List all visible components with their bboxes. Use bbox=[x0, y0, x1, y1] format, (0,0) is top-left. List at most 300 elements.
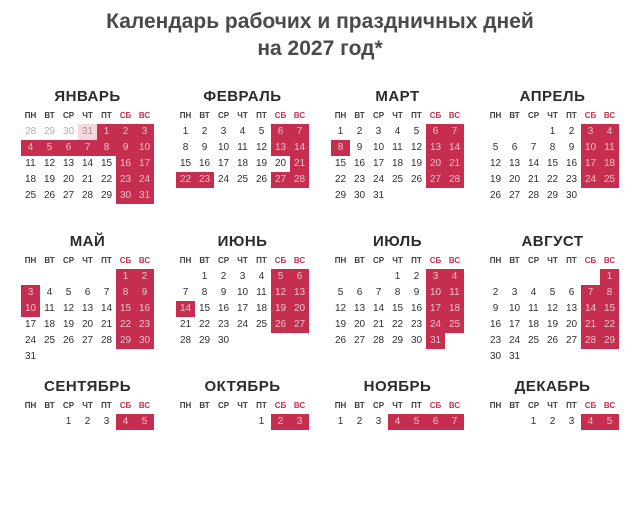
day-cell: 10 bbox=[508, 302, 521, 314]
day-cell: 6 bbox=[271, 124, 290, 140]
weekday-label: СБ bbox=[119, 400, 132, 410]
day-cell: 28 bbox=[179, 334, 192, 346]
month-days bbox=[21, 124, 154, 204]
weekday-label: ПН bbox=[179, 110, 192, 120]
day-cell bbox=[581, 349, 600, 365]
day-cell: 29 bbox=[198, 334, 211, 346]
day-cell: 2 bbox=[492, 286, 499, 298]
month-days bbox=[21, 269, 154, 365]
day-cell: 17 bbox=[236, 302, 249, 314]
weekday-label: ВС bbox=[138, 255, 151, 265]
day-cell: 6 bbox=[426, 414, 445, 430]
day-cell: 13 bbox=[81, 302, 94, 314]
weekday-label: ПН bbox=[24, 255, 37, 265]
day-cell: 25 bbox=[24, 189, 37, 201]
day-cell: 9 bbox=[201, 141, 208, 153]
weekday-label: ВТ bbox=[199, 110, 210, 120]
day-cell: 22 bbox=[100, 173, 113, 185]
day-cell: 18 bbox=[236, 157, 249, 169]
day-cell bbox=[21, 269, 40, 285]
day-cell: 10 bbox=[217, 141, 230, 153]
day-cell bbox=[505, 124, 524, 140]
day-cell: 31 bbox=[135, 188, 154, 204]
title-line-1: Календарь рабочих и праздничных дней bbox=[106, 10, 534, 33]
day-cell: 20 bbox=[81, 318, 94, 330]
weekday-label: ПТ bbox=[256, 110, 267, 120]
month-days bbox=[331, 414, 464, 430]
weekday-label: ВТ bbox=[509, 400, 520, 410]
weekday-header-row bbox=[176, 110, 309, 122]
day-cell: 13 bbox=[290, 285, 309, 301]
weekday-label: ВТ bbox=[44, 255, 55, 265]
weekday-label: СР bbox=[217, 400, 230, 410]
day-cell: 14 bbox=[176, 301, 195, 317]
day-cell: 11 bbox=[256, 286, 267, 298]
day-cell: 25 bbox=[236, 173, 249, 185]
weekday-label: СР bbox=[62, 400, 75, 410]
day-cell: 22 bbox=[176, 172, 195, 188]
weekday-label: ЧТ bbox=[237, 400, 248, 410]
weekday-label: ЧТ bbox=[237, 110, 248, 120]
weekday-label: СР bbox=[62, 110, 75, 120]
day-cell: 21 bbox=[100, 318, 113, 330]
day-cell bbox=[543, 349, 562, 365]
day-cell: 26 bbox=[62, 334, 75, 346]
weekday-label: ПН bbox=[489, 400, 502, 410]
day-cell: 5 bbox=[65, 286, 72, 298]
weekday-label: СБ bbox=[429, 255, 442, 265]
day-cell: 27 bbox=[271, 172, 290, 188]
day-cell: 3 bbox=[375, 125, 382, 137]
month-title: ЯНВАРЬ bbox=[54, 87, 121, 105]
day-cell: 14 bbox=[290, 140, 309, 156]
day-cell: 13 bbox=[353, 302, 366, 314]
month-title: АВГУСТ bbox=[521, 232, 584, 250]
day-cell: 1 bbox=[337, 415, 344, 427]
day-cell bbox=[214, 414, 233, 430]
day-cell: 3 bbox=[568, 415, 575, 427]
weekday-label: ЧТ bbox=[82, 255, 93, 265]
weekday-label: ВТ bbox=[199, 255, 210, 265]
day-cell bbox=[176, 414, 195, 430]
day-cell: 16 bbox=[489, 318, 502, 330]
day-cell: 25 bbox=[600, 172, 619, 188]
weekday-label: ПТ bbox=[101, 400, 112, 410]
day-cell: 20 bbox=[508, 173, 521, 185]
day-cell: 16 bbox=[565, 157, 578, 169]
day-cell: 8 bbox=[182, 141, 189, 153]
day-cell: 1 bbox=[65, 415, 72, 427]
day-cell: 29 bbox=[334, 189, 347, 201]
weekday-label: ЧТ bbox=[392, 400, 403, 410]
day-cell: 2 bbox=[135, 269, 154, 285]
day-cell: 31 bbox=[426, 333, 445, 349]
day-cell: 21 bbox=[290, 156, 309, 172]
day-cell: 1 bbox=[530, 415, 537, 427]
day-cell bbox=[426, 188, 445, 204]
weekday-label: ЧТ bbox=[82, 110, 93, 120]
day-cell: 6 bbox=[356, 286, 363, 298]
day-cell: 22 bbox=[391, 318, 404, 330]
day-cell: 15 bbox=[600, 301, 619, 317]
day-cell: 5 bbox=[407, 414, 426, 430]
day-cell: 3 bbox=[239, 270, 246, 282]
day-cell: 1 bbox=[337, 125, 344, 137]
day-cell: 24 bbox=[581, 172, 600, 188]
day-cell: 21 bbox=[527, 173, 540, 185]
day-cell: 6 bbox=[290, 269, 309, 285]
day-cell: 11 bbox=[600, 140, 619, 156]
day-cell: 26 bbox=[255, 173, 268, 185]
day-cell: 23 bbox=[489, 334, 502, 346]
day-cell: 7 bbox=[445, 414, 464, 430]
day-cell: 6 bbox=[568, 286, 575, 298]
day-cell: 31 bbox=[372, 189, 385, 201]
weekday-label: ПТ bbox=[101, 255, 112, 265]
day-cell: 9 bbox=[135, 285, 154, 301]
weekday-label: ВС bbox=[138, 110, 151, 120]
day-cell: 3 bbox=[511, 286, 518, 298]
day-cell: 10 bbox=[372, 141, 385, 153]
month-june bbox=[176, 232, 309, 377]
month-days bbox=[176, 124, 309, 188]
day-cell: 30 bbox=[62, 125, 75, 137]
day-cell bbox=[233, 333, 252, 349]
weekday-header-row bbox=[486, 400, 619, 412]
weekday-label: СБ bbox=[584, 110, 597, 120]
weekday-label: ПТ bbox=[411, 400, 422, 410]
day-cell: 29 bbox=[43, 125, 56, 137]
day-cell: 25 bbox=[391, 173, 404, 185]
day-cell bbox=[97, 349, 116, 365]
weekday-header-row bbox=[486, 110, 619, 122]
day-cell: 7 bbox=[530, 141, 537, 153]
weekday-label: ЧТ bbox=[547, 255, 558, 265]
day-cell: 20 bbox=[565, 318, 578, 330]
weekday-header-row bbox=[331, 110, 464, 122]
day-cell bbox=[407, 188, 426, 204]
day-cell: 5 bbox=[40, 140, 59, 156]
weekday-header-row bbox=[21, 110, 154, 122]
day-cell: 25 bbox=[445, 317, 464, 333]
weekday-label: ВС bbox=[448, 110, 461, 120]
day-cell bbox=[581, 188, 600, 204]
day-cell: 7 bbox=[182, 286, 189, 298]
page-title bbox=[0, 0, 640, 63]
day-cell: 16 bbox=[410, 302, 423, 314]
day-cell: 2 bbox=[201, 125, 208, 137]
day-cell: 29 bbox=[116, 333, 135, 349]
day-cell bbox=[195, 414, 214, 430]
day-cell: 23 bbox=[217, 318, 230, 330]
day-cell: 9 bbox=[568, 141, 575, 153]
day-cell: 1 bbox=[600, 269, 619, 285]
day-cell bbox=[388, 188, 407, 204]
day-cell: 16 bbox=[116, 156, 135, 172]
weekday-label: ВТ bbox=[199, 400, 210, 410]
day-cell: 1 bbox=[549, 125, 556, 137]
day-cell: 10 bbox=[135, 140, 154, 156]
weekday-label: СР bbox=[527, 255, 540, 265]
day-cell: 3 bbox=[375, 415, 382, 427]
day-cell: 21 bbox=[445, 156, 464, 172]
day-cell: 19 bbox=[43, 173, 56, 185]
day-cell: 17 bbox=[426, 301, 445, 317]
weekday-label: СБ bbox=[274, 110, 287, 120]
day-cell: 6 bbox=[59, 140, 78, 156]
day-cell: 25 bbox=[43, 334, 56, 346]
weekday-label: ВТ bbox=[354, 255, 365, 265]
month-february bbox=[176, 87, 309, 232]
day-cell: 5 bbox=[549, 286, 556, 298]
day-cell: 23 bbox=[195, 172, 214, 188]
day-cell: 28 bbox=[24, 125, 37, 137]
day-cell: 31 bbox=[24, 350, 37, 362]
weekday-label: СБ bbox=[429, 400, 442, 410]
day-cell: 19 bbox=[334, 318, 347, 330]
day-cell bbox=[331, 269, 350, 285]
day-cell: 22 bbox=[116, 317, 135, 333]
day-cell: 4 bbox=[581, 414, 600, 430]
day-cell bbox=[505, 414, 524, 430]
weekday-label: ПН bbox=[334, 110, 347, 120]
day-cell: 22 bbox=[334, 173, 347, 185]
day-cell: 4 bbox=[445, 269, 464, 285]
weekday-label: ПН bbox=[489, 255, 502, 265]
day-cell bbox=[562, 269, 581, 285]
day-cell: 18 bbox=[255, 302, 268, 314]
day-cell: 28 bbox=[445, 172, 464, 188]
day-cell: 8 bbox=[97, 140, 116, 156]
day-cell: 12 bbox=[271, 285, 290, 301]
day-cell bbox=[40, 269, 59, 285]
weekday-label: ВС bbox=[448, 255, 461, 265]
weekday-label: ВС bbox=[293, 400, 306, 410]
weekday-label: ПТ bbox=[411, 110, 422, 120]
weekday-label: ПТ bbox=[256, 400, 267, 410]
day-cell: 4 bbox=[46, 286, 53, 298]
day-cell: 1 bbox=[97, 124, 116, 140]
day-cell: 19 bbox=[271, 301, 290, 317]
month-title: АПРЕЛЬ bbox=[519, 87, 586, 105]
weekday-label: СБ bbox=[274, 400, 287, 410]
day-cell: 7 bbox=[375, 286, 382, 298]
weekday-header-row bbox=[331, 255, 464, 267]
weekday-label: ПН bbox=[24, 400, 37, 410]
month-november bbox=[331, 377, 464, 522]
day-cell: 6 bbox=[426, 124, 445, 140]
month-days bbox=[176, 414, 309, 430]
weekday-header-row bbox=[21, 255, 154, 267]
day-cell: 28 bbox=[372, 334, 385, 346]
day-cell: 27 bbox=[353, 334, 366, 346]
day-cell: 20 bbox=[62, 173, 75, 185]
weekday-label: ПТ bbox=[566, 110, 577, 120]
day-cell: 27 bbox=[565, 334, 578, 346]
day-cell: 13 bbox=[508, 157, 521, 169]
day-cell bbox=[562, 349, 581, 365]
day-cell: 26 bbox=[546, 334, 559, 346]
day-cell: 3 bbox=[290, 414, 309, 430]
day-cell: 4 bbox=[394, 125, 401, 137]
day-cell: 7 bbox=[103, 286, 110, 298]
weekday-label: СР bbox=[372, 110, 385, 120]
day-cell: 28 bbox=[81, 189, 94, 201]
day-cell: 18 bbox=[527, 318, 540, 330]
day-cell: 12 bbox=[489, 157, 502, 169]
day-cell bbox=[176, 269, 195, 285]
month-title: ОКТЯБРЬ bbox=[204, 377, 281, 395]
weekday-label: ЧТ bbox=[237, 255, 248, 265]
month-days bbox=[331, 124, 464, 204]
day-cell: 4 bbox=[239, 125, 246, 137]
day-cell bbox=[524, 349, 543, 365]
day-cell: 24 bbox=[236, 318, 249, 330]
day-cell: 6 bbox=[84, 286, 91, 298]
day-cell: 26 bbox=[410, 173, 423, 185]
day-cell: 1 bbox=[201, 270, 208, 282]
day-cell: 8 bbox=[549, 141, 556, 153]
month-title: МАРТ bbox=[375, 87, 420, 105]
day-cell: 18 bbox=[600, 156, 619, 172]
day-cell: 15 bbox=[391, 302, 404, 314]
day-cell: 12 bbox=[43, 157, 56, 169]
day-cell: 19 bbox=[410, 157, 423, 169]
weekday-label: ВТ bbox=[44, 110, 55, 120]
day-cell bbox=[524, 124, 543, 140]
month-days bbox=[486, 414, 619, 430]
month-title: СЕНТЯБРЬ bbox=[44, 377, 131, 395]
day-cell: 17 bbox=[372, 157, 385, 169]
day-cell: 10 bbox=[581, 140, 600, 156]
weekday-label: СБ bbox=[584, 400, 597, 410]
weekday-label: ПН bbox=[179, 255, 192, 265]
month-january bbox=[21, 87, 154, 232]
day-cell bbox=[445, 333, 464, 349]
day-cell: 24 bbox=[24, 334, 37, 346]
day-cell: 25 bbox=[255, 318, 268, 330]
day-cell bbox=[21, 414, 40, 430]
day-cell bbox=[350, 269, 369, 285]
day-cell: 1 bbox=[182, 125, 189, 137]
day-cell: 2 bbox=[568, 125, 575, 137]
day-cell: 4 bbox=[388, 414, 407, 430]
day-cell: 17 bbox=[24, 318, 37, 330]
day-cell: 18 bbox=[24, 173, 37, 185]
day-cell bbox=[524, 269, 543, 285]
day-cell: 5 bbox=[258, 125, 265, 137]
day-cell: 14 bbox=[527, 157, 540, 169]
day-cell: 20 bbox=[290, 301, 309, 317]
day-cell: 20 bbox=[353, 318, 366, 330]
day-cell: 10 bbox=[236, 286, 249, 298]
weekday-label: ВС bbox=[603, 255, 616, 265]
weekday-label: ЧТ bbox=[392, 110, 403, 120]
month-days bbox=[486, 269, 619, 365]
day-cell: 14 bbox=[372, 302, 385, 314]
day-cell: 23 bbox=[565, 173, 578, 185]
day-cell bbox=[97, 269, 116, 285]
weekday-label: ВС bbox=[603, 110, 616, 120]
calendar-grid bbox=[0, 87, 640, 522]
day-cell: 22 bbox=[546, 173, 559, 185]
day-cell: 6 bbox=[511, 141, 518, 153]
title-line-2: на 2027 год* bbox=[257, 37, 383, 61]
day-cell bbox=[600, 349, 619, 365]
day-cell: 26 bbox=[489, 189, 502, 201]
weekday-label: ПН bbox=[179, 400, 192, 410]
day-cell: 24 bbox=[426, 317, 445, 333]
day-cell: 23 bbox=[116, 172, 135, 188]
day-cell: 14 bbox=[81, 157, 94, 169]
day-cell: 2 bbox=[220, 270, 227, 282]
day-cell: 11 bbox=[237, 141, 248, 153]
day-cell: 14 bbox=[581, 301, 600, 317]
day-cell bbox=[40, 349, 59, 365]
day-cell: 4 bbox=[600, 124, 619, 140]
day-cell: 24 bbox=[508, 334, 521, 346]
day-cell: 12 bbox=[255, 141, 268, 153]
weekday-label: ВС bbox=[448, 400, 461, 410]
day-cell: 19 bbox=[546, 318, 559, 330]
weekday-header-row bbox=[486, 255, 619, 267]
day-cell: 1 bbox=[394, 270, 401, 282]
day-cell: 30 bbox=[217, 334, 230, 346]
day-cell: 22 bbox=[198, 318, 211, 330]
weekday-label: ПН bbox=[334, 255, 347, 265]
weekday-label: ВТ bbox=[509, 255, 520, 265]
weekday-label: ПН bbox=[24, 110, 37, 120]
day-cell: 29 bbox=[100, 189, 113, 201]
weekday-label: СР bbox=[372, 400, 385, 410]
day-cell bbox=[369, 269, 388, 285]
weekday-header-row bbox=[21, 400, 154, 412]
day-cell: 3 bbox=[220, 125, 227, 137]
month-title: МАЙ bbox=[69, 232, 106, 250]
month-days bbox=[331, 269, 464, 349]
day-cell: 3 bbox=[581, 124, 600, 140]
day-cell: 19 bbox=[489, 173, 502, 185]
day-cell: 8 bbox=[600, 285, 619, 301]
weekday-label: СБ bbox=[119, 255, 132, 265]
day-cell: 15 bbox=[179, 157, 192, 169]
day-cell: 17 bbox=[508, 318, 521, 330]
month-days bbox=[21, 414, 154, 430]
day-cell: 5 bbox=[600, 414, 619, 430]
weekday-label: ВС bbox=[293, 110, 306, 120]
weekday-label: СР bbox=[527, 400, 540, 410]
day-cell: 2 bbox=[116, 124, 135, 140]
day-cell: 11 bbox=[44, 302, 55, 314]
weekday-label: ВС bbox=[293, 255, 306, 265]
day-cell: 15 bbox=[100, 157, 113, 169]
day-cell bbox=[581, 269, 600, 285]
day-cell bbox=[445, 188, 464, 204]
day-cell bbox=[486, 414, 505, 430]
weekday-label: ВТ bbox=[44, 400, 55, 410]
day-cell: 30 bbox=[135, 333, 154, 349]
month-august bbox=[486, 232, 619, 377]
day-cell: 2 bbox=[356, 415, 363, 427]
day-cell: 8 bbox=[116, 285, 135, 301]
day-cell: 12 bbox=[62, 302, 75, 314]
day-cell: 24 bbox=[217, 173, 230, 185]
weekday-label: ЧТ bbox=[547, 400, 558, 410]
day-cell: 5 bbox=[271, 269, 290, 285]
day-cell: 15 bbox=[546, 157, 559, 169]
weekday-label: ВТ bbox=[354, 400, 365, 410]
day-cell: 14 bbox=[445, 140, 464, 156]
